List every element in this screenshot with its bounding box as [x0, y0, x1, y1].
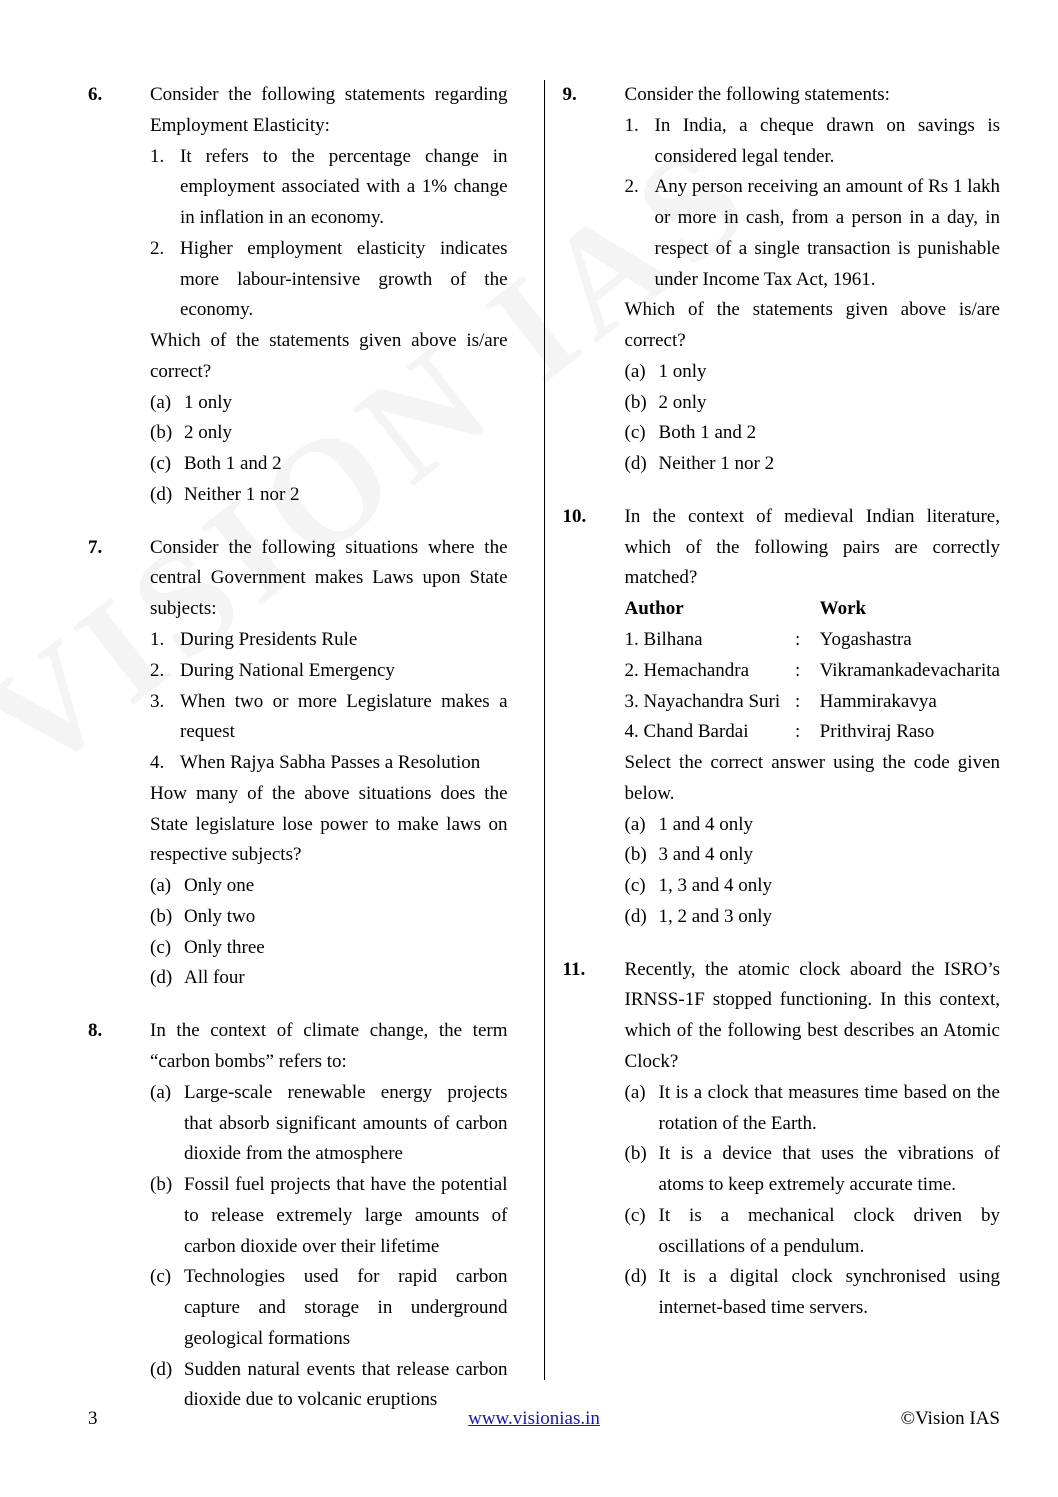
statement-item [625, 172, 1000, 295]
option-list [625, 810, 1000, 933]
statement-text: In India, a cheque drawn on savings is considered legal tender. [654, 114, 1000, 167]
option-marker: (d) [150, 967, 173, 989]
option-marker: (c) [624, 875, 646, 897]
option-list [625, 1078, 1000, 1324]
option-marker: (b) [624, 391, 647, 413]
option-marker: (a) [150, 1081, 172, 1103]
option-d[interactable] [150, 480, 508, 511]
option-text: Only three [184, 936, 265, 958]
question-9 [563, 80, 1000, 480]
statement-marker: 1. [150, 145, 165, 167]
question-number: 9. [562, 84, 577, 105]
statement-item [150, 748, 508, 779]
left-column [88, 80, 526, 1411]
option-text: 2 only [184, 422, 233, 444]
statement-list [150, 142, 508, 327]
option-marker: (c) [150, 936, 172, 958]
pair-author: 2. Hemachandra [624, 659, 750, 681]
option-c[interactable] [625, 871, 1000, 902]
statement-item [150, 656, 508, 687]
table-row [625, 687, 1000, 718]
pair-colon: : [795, 629, 801, 651]
question-stem: In the context of medieval Indian literature, which of the following pairs are correctly matched? [624, 505, 1000, 589]
option-marker: (c) [150, 1266, 172, 1288]
website-link[interactable]: www.visionias.in [468, 1408, 600, 1429]
question-stem: In the context of climate change, the term “carbon bombs” refers to: [150, 1020, 508, 1072]
statement-marker: 2. [150, 237, 165, 259]
option-text: It is a mechanical clock driven by oscillations of a pendulum. [658, 1204, 1000, 1257]
pair-work: Prithviraj Raso [819, 721, 935, 743]
pairs-table [625, 594, 1000, 748]
option-c[interactable] [625, 418, 1000, 449]
option-marker: (d) [624, 1266, 647, 1288]
column-header-author: Author [624, 598, 684, 620]
statement-marker: 3. [150, 690, 165, 712]
question-stem: Recently, the atomic clock aboard the ISRO’s IRNSS-1F stopped functioning. In this context, which of the following best describes an Atomic Clock? [624, 958, 1000, 1072]
question-number: 8. [88, 1020, 103, 1042]
column-header-spacer [795, 594, 820, 625]
question-number: 7. [88, 536, 103, 558]
option-c[interactable] [150, 449, 508, 480]
option-list [625, 357, 1000, 480]
option-c[interactable] [625, 1201, 1000, 1263]
option-text: It is a digital clock synchronised using internet-based time servers. [658, 1266, 1000, 1319]
option-c[interactable] [150, 1262, 508, 1354]
question-tail: Select the correct answer using the code given below. [624, 752, 1000, 804]
table-row [625, 717, 1000, 748]
option-text: 1 only [184, 391, 233, 413]
option-marker: (a) [624, 360, 646, 382]
column-header-work: Work [819, 598, 867, 620]
statement-item [625, 111, 1000, 173]
option-b[interactable] [625, 1139, 1000, 1201]
statement-text: During Presidents Rule [180, 629, 358, 651]
statement-marker: 4. [150, 752, 165, 774]
option-text: Both 1 and 2 [658, 422, 757, 444]
website-link-container [268, 1408, 800, 1430]
option-d[interactable] [150, 963, 508, 994]
option-marker: (b) [624, 1143, 647, 1165]
pair-author: 3. Nayachandra Suri [624, 690, 781, 712]
option-a[interactable] [150, 1078, 508, 1170]
pair-work: Hammirakavya [819, 690, 937, 712]
pair-author: 1. Bilhana [624, 629, 703, 651]
pair-colon: : [795, 690, 801, 712]
statement-marker: 1. [150, 629, 165, 651]
option-marker: (d) [624, 905, 647, 927]
option-text: 1 only [658, 360, 707, 382]
option-b[interactable] [150, 902, 508, 933]
option-text: 1, 3 and 4 only [658, 875, 772, 897]
question-11 [563, 955, 1000, 1324]
copyright-text: ©Vision IAS [900, 1408, 1000, 1429]
table-row [625, 625, 1000, 656]
option-a[interactable] [625, 1078, 1000, 1140]
option-b[interactable] [150, 1170, 508, 1262]
option-d[interactable] [625, 1262, 1000, 1324]
option-text: Neither 1 nor 2 [184, 483, 300, 505]
option-d[interactable] [150, 1355, 508, 1417]
right-column [563, 80, 1000, 1400]
statement-text: When two or more Legislature makes a request [180, 690, 508, 743]
question-number: 6. [88, 84, 103, 105]
option-text: Neither 1 nor 2 [658, 453, 775, 475]
table-row [625, 656, 1000, 687]
question-number: 11. [562, 958, 586, 980]
statement-item [150, 625, 508, 656]
option-marker: (c) [624, 1204, 646, 1226]
pair-work: Vikramankadevacharita [819, 659, 1000, 681]
pair-work: Yogashastra [819, 629, 912, 651]
option-a[interactable] [625, 810, 1000, 841]
option-d[interactable] [625, 902, 1000, 933]
two-column-layout [88, 80, 1000, 1411]
option-text: All four [184, 967, 245, 989]
option-marker: (b) [624, 844, 647, 866]
statement-marker: 1. [624, 114, 639, 136]
question-number: 10. [562, 505, 587, 527]
pair-colon: : [795, 721, 801, 743]
option-list [150, 1078, 508, 1416]
question-10 [563, 502, 1000, 933]
statement-text: Any person receiving an amount of Rs 1 lakh or more in cash, from a person in a day, in respect of a single transaction is punishable under Income Tax Act, 1961. [654, 176, 1000, 290]
page-number: 3 [88, 1408, 98, 1429]
option-marker: (d) [624, 453, 647, 475]
question-6 [88, 80, 508, 511]
statement-item [150, 142, 508, 234]
statement-text: It refers to the percentage change in employment associated with a 1% change in inflation in an economy. [180, 145, 508, 229]
option-text: Technologies used for rapid carbon capture and storage in underground geological formations [184, 1266, 508, 1349]
pair-author: 4. Chand Bardai [624, 721, 749, 743]
question-8 [88, 1016, 508, 1416]
question-stem: Consider the following situations where the central Government makes Laws upon State subjects: [150, 536, 508, 620]
option-text: 1 and 4 only [658, 813, 753, 835]
pair-colon: : [795, 659, 801, 681]
option-text: Both 1 and 2 [184, 453, 282, 475]
question-tail: How many of the above situations does the State legislature lose power to make laws on respective subjects? [150, 782, 508, 866]
option-text: 1, 2 and 3 only [658, 905, 772, 927]
option-b[interactable] [625, 388, 1000, 419]
option-marker: (b) [150, 422, 173, 444]
column-divider [544, 80, 545, 1380]
option-marker: (b) [150, 1174, 173, 1196]
page-footer [88, 1408, 1000, 1430]
option-text: 2 only [658, 391, 707, 413]
option-marker: (b) [150, 905, 173, 927]
option-list [150, 388, 508, 511]
question-tail: Which of the statements given above is/are correct? [150, 330, 508, 382]
statement-item [150, 687, 508, 749]
question-7 [88, 533, 508, 994]
statement-list [150, 625, 508, 779]
table-header-row [625, 594, 1000, 625]
option-text: It is a device that uses the vibrations of atoms to keep extremely accurate time. [658, 1143, 1000, 1196]
option-d[interactable] [625, 449, 1000, 480]
statement-text: Higher employment elasticity indicates more labour-intensive growth of the economy. [180, 237, 508, 321]
option-marker: (d) [150, 483, 173, 505]
statement-marker: 2. [624, 176, 639, 198]
option-a[interactable] [150, 388, 508, 419]
statement-list [625, 111, 1000, 296]
option-marker: (a) [150, 391, 172, 413]
option-b[interactable] [625, 840, 1000, 871]
option-marker: (a) [150, 875, 172, 897]
statement-item [150, 234, 508, 326]
option-marker: (a) [624, 1081, 646, 1103]
option-marker: (d) [150, 1358, 173, 1380]
option-marker: (a) [624, 813, 646, 835]
option-a[interactable] [625, 357, 1000, 388]
option-text: Fossil fuel projects that have the potential to release extremely large amounts of carbon dioxide over their lifetime [184, 1174, 508, 1257]
question-stem: Consider the following statements regarding Employment Elasticity: [150, 84, 508, 136]
option-text: Only one [184, 875, 255, 897]
question-stem: Consider the following statements: [624, 84, 890, 105]
option-b[interactable] [150, 418, 508, 449]
option-list [150, 871, 508, 994]
question-tail: Which of the statements given above is/are correct? [624, 299, 1000, 352]
statement-marker: 2. [150, 659, 165, 681]
option-a[interactable] [150, 871, 508, 902]
option-c[interactable] [150, 933, 508, 964]
option-text: Sudden natural events that release carbon dioxide due to volcanic eruptions [184, 1358, 508, 1411]
option-text: Large-scale renewable energy projects that absorb significant amounts of carbon dioxide from the atmosphere [184, 1081, 508, 1165]
option-text: 3 and 4 only [658, 844, 753, 866]
option-text: It is a clock that measures time based on the rotation of the Earth. [658, 1081, 1000, 1134]
option-marker: (c) [624, 422, 646, 444]
option-marker: (c) [150, 453, 172, 475]
statement-text: When Rajya Sabha Passes a Resolution [180, 752, 481, 774]
statement-text: During National Emergency [180, 659, 395, 681]
option-text: Only two [184, 905, 256, 927]
